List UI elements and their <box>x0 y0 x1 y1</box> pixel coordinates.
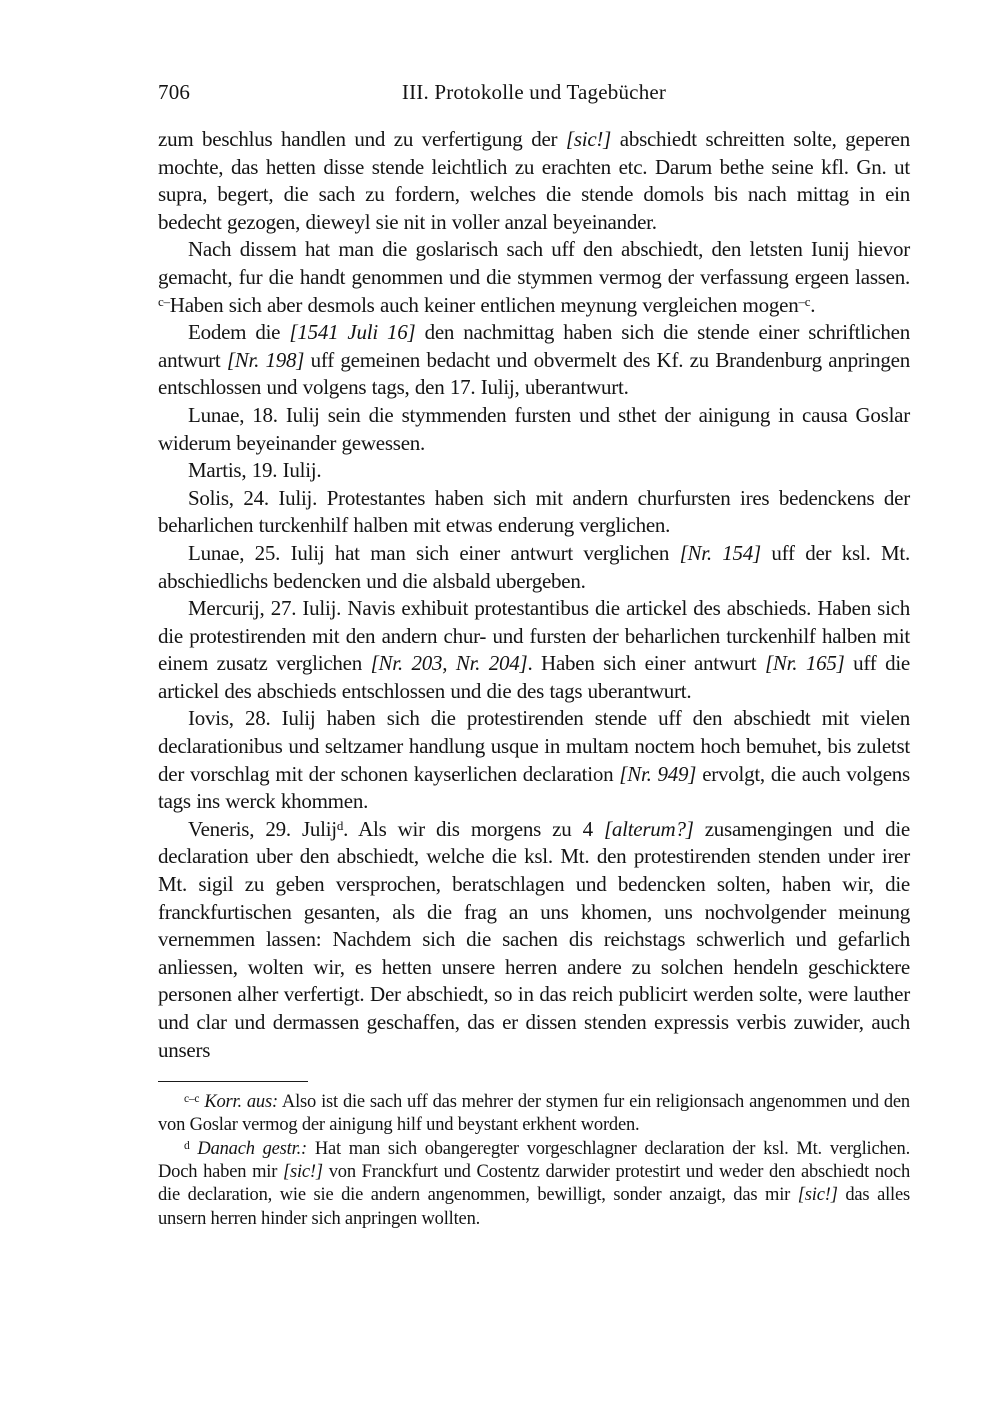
editorial-note: Korr. aus: <box>204 1092 278 1113</box>
page-header <box>158 80 910 108</box>
text-run: Haben sich aber desmols auch keiner entlichen meynung vergleichen mogen <box>169 292 799 317</box>
text-run: Eodem die <box>188 320 290 345</box>
editorial-note: [Nr. 198] <box>226 347 305 372</box>
editorial-note: Danach gestr.: <box>197 1138 307 1159</box>
editorial-note: [Nr. 165] <box>764 651 845 676</box>
editorial-note: [Nr. 949] <box>619 761 697 786</box>
editorial-note: [sic!] <box>565 127 612 151</box>
editorial-note: [alterum?] <box>603 816 694 841</box>
text-run: abschiedt schreitten solte, geperen mochte, das hetten disse stende leichtlich zu erachten etc. Darum bethe seine kfl. Gn. ut supra, begert, die sach zu fordern, welches die stende domols bis nach mittag in ein bedecht gezogen, dieweyl sie nit in voller anzal beyeinander. <box>158 127 910 234</box>
text-run: von Franckfurt und Costentz darwider protestirt und weder den abschiedt noch die declaration, wie sie die andern angenommen, bewilligt, sonder anzaigt, das mir <box>158 1162 910 1206</box>
text-run: . Als wir dis morgens zu 4 <box>343 816 604 841</box>
paragraph <box>158 595 910 705</box>
apparatus-marker: d <box>184 1139 190 1152</box>
editorial-note: [1541 Juli 16] <box>289 320 416 345</box>
footnotes-section <box>158 1091 910 1231</box>
text-run: Lunae, 18. Iulij sein die stymmenden fursten und sthet der ainigung in causa Goslar widerum beyeinander gewessen. <box>158 402 910 455</box>
paragraph <box>158 540 910 595</box>
apparatus-marker: –c <box>798 294 811 310</box>
text-run: . <box>810 292 816 317</box>
text-run: ervolgt, die auch volgens tags ins werck khommen. <box>158 761 910 814</box>
footnote-separator <box>158 1081 308 1082</box>
paragraph <box>158 319 910 402</box>
paragraph <box>158 816 910 1064</box>
editorial-note: [Nr. 203, Nr. 204] <box>370 651 528 676</box>
text-run: zusamengingen und die declaration uber den abschiedt, welche die ksl. Mt. den protestirenden stenden under irer Mt. sigil zu geben versprochen, beratschlagen und bedencken solten, haben wir, die franckfurtischen gesanten, als die frag an uns khomen, uns nochvolgender meinung vernemmen lassen: Nachdem sich die sachen dis reichstags schwerlich und gefarlich anliessen, wolten wir, es hetten unsere herren andere zu solchen hendeln geschicktere personen alher verfertigt. Der abschiedt, so in das reich publicirt werden solte, were lauther und clar und dermassen geschaffen, das er dissen stenden expressis verbis zuwider, auch unsers <box>158 816 910 1062</box>
paragraph <box>158 236 910 319</box>
paragraph <box>158 457 910 485</box>
body-text <box>158 126 910 1064</box>
text-run: Solis, 24. Iulij. Protestantes haben sich mit andern churfursten ires bedenckens der beharlichen turckenhilf halben mit etwas enderung verglichen. <box>158 485 910 538</box>
text-run: Nach dissem hat man die goslarisch sach uff den abschiedt, den letsten Iunij hievor gemacht, fur die handt genommen und die stymmen vermog der verfassung ergeen lassen. <box>158 237 910 289</box>
apparatus-marker: d <box>336 818 344 834</box>
text-run: den nachmittag haben sich die stende einer schriftlichen antwurt <box>158 320 910 372</box>
text-run: Hat man sich obangeregter vorgeschlagner declaration der ksl. Mt. verglichen. Doch haben mir <box>158 1138 910 1183</box>
paragraph <box>158 705 910 815</box>
editorial-note: [Nr. 154] <box>679 540 761 565</box>
text-run: Veneris, 29. Julij <box>188 816 337 841</box>
text-run: das alles unsern herren hinder sich anpringen wollten. <box>158 1185 910 1229</box>
footnote <box>158 1138 910 1231</box>
text-run: Mercurij, 27. Iulij. Navis exhibuit protestantibus die artickel des abschieds. Haben sich die protestirenden mit den andern chur- und fursten der beharlichen turckenhilf halben mit einem zusatz verglichen <box>158 596 910 676</box>
text-run: Also ist die sach uff das mehrer der stymen fur ein religionsach angenommen und den von Goslar vermog der ainigung hilf und beystant erkhent worden. <box>158 1092 910 1136</box>
text-block <box>158 80 910 1231</box>
text-run: uff die artickel des abschieds entschlossen und die des tags uberantwurt. <box>158 651 910 703</box>
footnote <box>158 1091 910 1138</box>
text-run: Iovis, 28. Iulij haben sich die protestirenden stende uff den abschiedt mit vielen declarationibus und seltzamer handlung usque in multam noctem hoch bemuhet, bis zuletst der vorschlag mit der schonen kayserlichen declaration <box>158 706 910 786</box>
text-run: Lunae, 25. Iulij hat man sich einer antwurt verglichen <box>188 540 680 565</box>
text-run: uff der ksl. Mt. abschiedlichs bedencken und die alsbald ubergeben. <box>158 540 910 593</box>
page-number: 706 <box>158 80 191 104</box>
running-header: III. Protokolle und Tagebücher <box>401 80 667 104</box>
text-run: zum beschlus handlen und zu verfertigung der <box>158 127 566 151</box>
text-run: uff gemeinen bedacht und obvermelt des Kf. zu Brandenburg anpringen entschlossen und volgens tags, den 17. Iulij, uberantwurt. <box>158 347 910 400</box>
text-run: Martis, 19. Iulij. <box>188 458 322 483</box>
text-run: . Haben sich einer antwurt <box>527 651 765 676</box>
apparatus-marker: c–c <box>184 1093 200 1106</box>
paragraph <box>158 402 910 457</box>
apparatus-marker: c– <box>158 294 170 310</box>
editorial-note: [sic!] <box>797 1185 838 1206</box>
paragraph <box>158 485 910 540</box>
editorial-note: [sic!] <box>282 1162 323 1183</box>
paragraph <box>158 126 910 236</box>
